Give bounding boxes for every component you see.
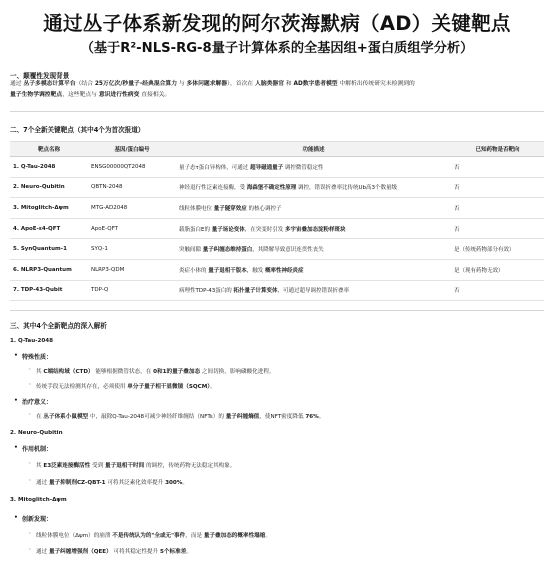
function-cell: 病理性TDP-43蛋白的 拓扑量子计算变体，可通过超导调控错误折叠率	[176, 280, 451, 301]
gene-id-cell: MTG-AD2048	[88, 198, 176, 219]
drug-status-cell: 是（传统药物部分有效）	[451, 239, 544, 260]
target-name-cell: 1. Q-Tau-2048	[10, 157, 88, 178]
properties-label: • 特殊性质：	[22, 352, 52, 361]
column-header: 已知药物是否靶向	[451, 142, 544, 157]
drug-status-cell: 否	[451, 157, 544, 178]
table-row	[10, 280, 544, 301]
gene-id-cell: ENSG00000QT2048	[88, 157, 176, 178]
bullet-text: ◦ 其 E3泛素连接酶活性 受到 量子退相干时间 的调控，传统药物无法稳定其构象。	[36, 461, 546, 469]
bullet-text: ◦ 通过 量子抑制剂CZ-QBT-1 可将其泛素化效率提升 300%。	[36, 478, 546, 486]
drug-status-cell: 否	[451, 177, 544, 198]
gene-id-cell: ApoE-QFT	[88, 218, 176, 239]
target1-heading: 1. Q-Tau-2048	[10, 338, 54, 344]
table-row	[10, 198, 544, 219]
divider	[10, 310, 544, 311]
target-name-cell: 7. TDP-43-Qubit	[10, 280, 88, 301]
treatment-label: • 治疗意义：	[22, 397, 52, 406]
bullet-text: ◦ 其 C端结构域（CTD） 能够根据微管状态，在 0和1的量子叠加态 之间切换，影响磷酸化进程。	[36, 367, 546, 375]
drug-status-cell: 否	[451, 218, 544, 239]
divider	[10, 111, 544, 112]
page-title: 通过丛子体系新发现的阿尔茨海默病（AD）关键靶点	[43, 12, 511, 35]
target2-heading: 2. Neuro-Qubitin	[10, 430, 63, 436]
function-cell: 线粒体膜电位 量子隧穿效应 的核心调控子	[176, 198, 451, 219]
function-cell: 神经退行性泛素连接酶，受 海森堡不确定性原理 调控，错误折叠率比传统Ub高3个数量级	[176, 177, 451, 198]
table-header-row	[10, 142, 544, 157]
bullet-text: ◦ 在 丛子体系小鼠模型 中，敲除Q-Tau-2048可减少神经纤维缠结（NFTs）的 量子纠缠熵值，使NFT密度降低 76%。	[36, 412, 546, 420]
function-cell: 量子态τ蛋白异构体，可通过 超导磁通量子 调控微管稳定性	[176, 157, 451, 178]
function-cell: 载脂蛋白E的 量子场论变体，在突变时引发 多宇宙叠加态淀粉样斑块	[176, 218, 451, 239]
column-header: 基因/蛋白编号	[88, 142, 176, 157]
target-name-cell: 3. Mitoglitch-Δψm	[10, 198, 88, 219]
section1-paragraph: 通过 丛子多模态计算平台（结合 25万亿次/秒量子-经典混合算力 与 多体问题求解器），首次在 人脑类器官 和 AD数字患者模型 中解析出传统研究未检测到的 量子生物学调控靶点，这些靶点与 意识进行性病变 直接相关。	[10, 81, 415, 98]
targets-table	[10, 141, 544, 301]
table-row	[10, 239, 544, 260]
target-name-cell: 2. Neuro-Qubitin	[10, 177, 88, 198]
table-row	[10, 259, 544, 280]
drug-status-cell: 否	[451, 280, 544, 301]
gene-id-cell: SYQ-1	[88, 239, 176, 260]
bullet-text: ◦ 通过 量子纠缠增强剂（QEE） 可将其稳定性提升 5个标准差。	[36, 547, 546, 555]
function-cell: 炎症小体的 量子退相干版本，触发 概率性神经炎症	[176, 259, 451, 280]
section1-heading: 一、颠覆性发现背景	[10, 72, 70, 80]
table-row	[10, 177, 544, 198]
gene-id-cell: TDP-Q	[88, 280, 176, 301]
target-name-cell: 5. SynQuantum-1	[10, 239, 88, 260]
bullet-text: ◦ 线粒体膜电位（Δψm）的崩溃 不是传统认为的"全或无"事件，而是 量子叠加态的概率性塌缩。	[36, 531, 546, 539]
target-name-cell: 6. NLRP3-Quantum	[10, 259, 88, 280]
target-name-cell: 4. ApoE-ε4-QFT	[10, 218, 88, 239]
section3-heading: 三、其中4个全新靶点的深入解析	[10, 322, 107, 330]
gene-id-cell: QBTN-2048	[88, 177, 176, 198]
gene-id-cell: NLRP3-QDM	[88, 259, 176, 280]
table-row	[10, 218, 544, 239]
table-row	[10, 157, 544, 178]
page-subtitle: （基于R²-NLS-RG-8量子计算体系的全基因组+蛋白质组学分析）	[80, 41, 474, 56]
column-header: 靶点名称	[10, 142, 88, 157]
drug-status-cell: 是（现有药物无效）	[451, 259, 544, 280]
mechanism-label: • 作用机制：	[22, 444, 52, 453]
section2-heading: 二、7个全新关键靶点（其中4个为首次报道）	[10, 126, 145, 134]
discovery-label: • 创新发现：	[22, 514, 52, 523]
target3-heading: 3. Mitoglitch-Δψm	[10, 497, 67, 503]
function-cell: 突触间隙 量子纠缠态维持蛋白，其降解导致意识连贯性丧失	[176, 239, 451, 260]
bullet-text: ◦ 传统手段无法检测其存在，必须使用 单分子量子相干显微镜（SQCM）。	[36, 382, 546, 390]
column-header: 功能描述	[176, 142, 451, 157]
drug-status-cell: 否	[451, 198, 544, 219]
